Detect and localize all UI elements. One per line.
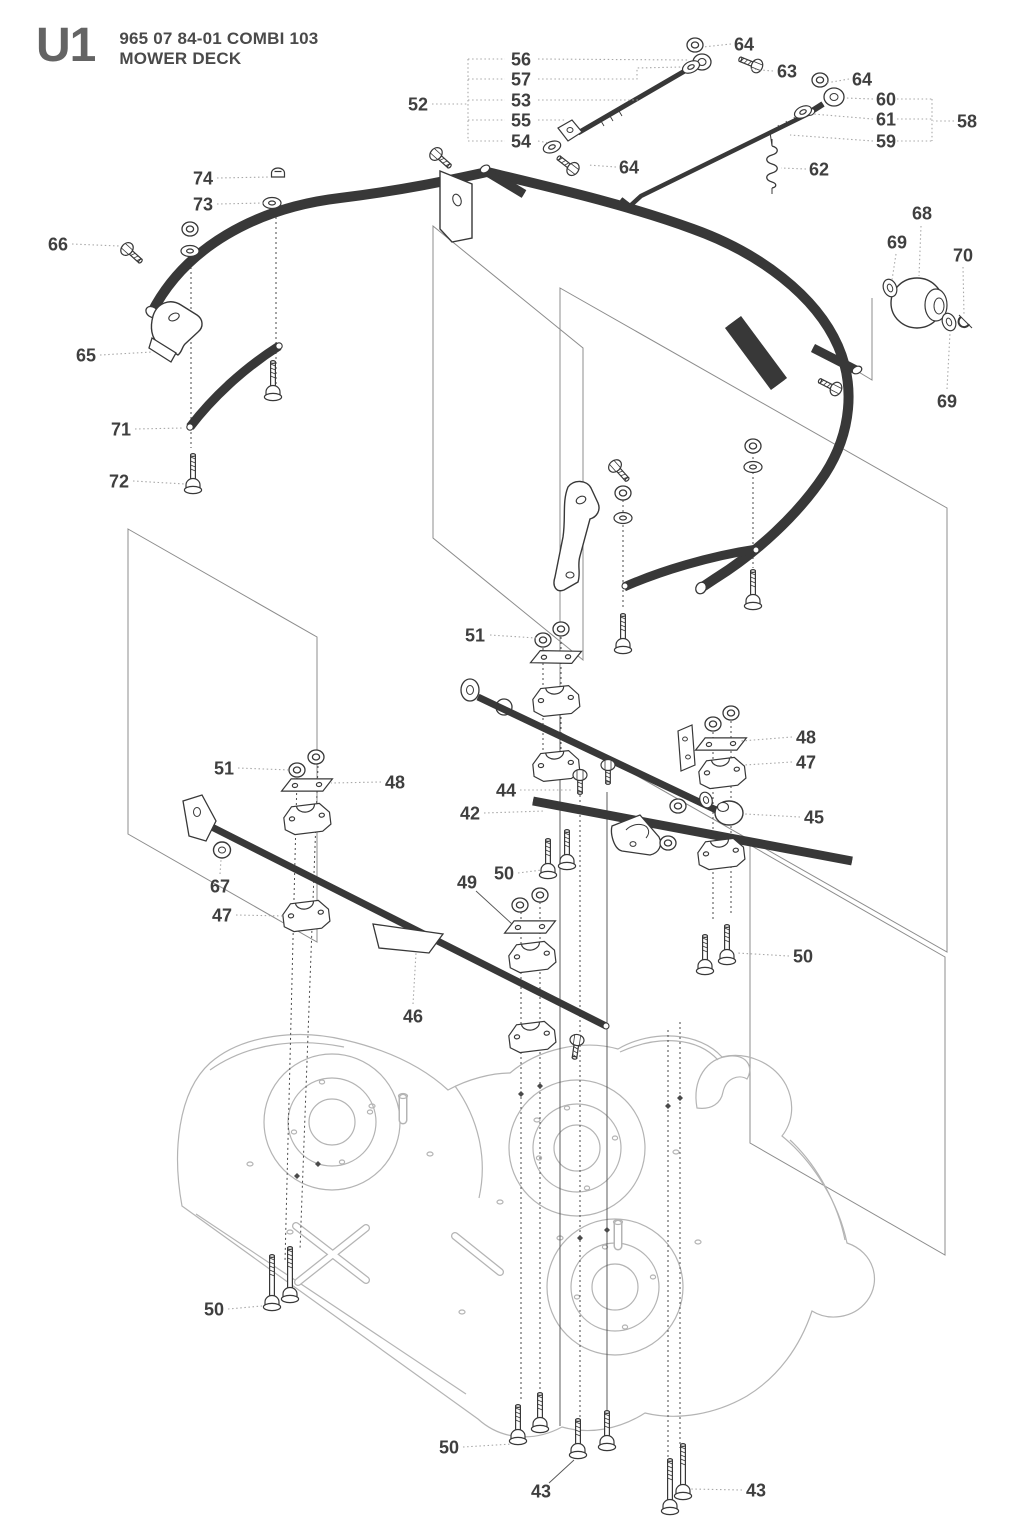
callout-49: 49 bbox=[456, 872, 478, 893]
callout-48: 48 bbox=[795, 727, 817, 748]
leader-68 bbox=[919, 226, 921, 276]
callout-54: 54 bbox=[510, 131, 532, 152]
callout-56: 56 bbox=[510, 49, 532, 70]
leader-73 bbox=[217, 203, 264, 204]
drawing-header bbox=[36, 19, 319, 72]
callout-51: 51 bbox=[464, 625, 486, 646]
leader-69 bbox=[892, 254, 896, 280]
lift-frame-tube bbox=[144, 163, 863, 595]
callout-73: 73 bbox=[192, 194, 214, 215]
leader-70 bbox=[963, 267, 964, 315]
leader-71 bbox=[135, 428, 183, 429]
leader-47 bbox=[236, 915, 284, 916]
leader-48 bbox=[741, 737, 792, 741]
callout-70: 70 bbox=[952, 245, 974, 266]
callout-50: 50 bbox=[203, 1299, 225, 1320]
leader-45 bbox=[745, 814, 800, 817]
leader-48 bbox=[331, 782, 381, 783]
callout-55: 55 bbox=[510, 110, 532, 131]
callout-64: 64 bbox=[851, 69, 873, 90]
leader-51 bbox=[490, 635, 536, 638]
leader-42 bbox=[484, 811, 545, 813]
callout-51: 51 bbox=[213, 758, 235, 779]
leader-61 bbox=[813, 114, 873, 119]
leader-64 bbox=[826, 79, 849, 83]
callout-43: 43 bbox=[745, 1480, 767, 1501]
leader-49 bbox=[476, 891, 512, 924]
leader-43 bbox=[691, 1489, 742, 1490]
callout-74: 74 bbox=[192, 168, 214, 189]
callout-44: 44 bbox=[495, 780, 517, 801]
leader-50 bbox=[518, 870, 542, 873]
leader-67 bbox=[220, 860, 221, 874]
callout-50: 50 bbox=[493, 863, 515, 884]
leader-74 bbox=[217, 177, 270, 178]
leader-46 bbox=[413, 953, 416, 1004]
callout-57: 57 bbox=[510, 69, 532, 90]
diagram-id: U1 bbox=[36, 19, 96, 72]
leader-43 bbox=[549, 1460, 574, 1483]
leader-50 bbox=[737, 953, 789, 956]
callout-61: 61 bbox=[875, 109, 897, 130]
axis-end-markers bbox=[294, 1083, 683, 1241]
callout-48: 48 bbox=[384, 772, 406, 793]
callout-71: 71 bbox=[110, 419, 132, 440]
leader-50 bbox=[228, 1306, 262, 1309]
callout-67: 67 bbox=[209, 876, 231, 897]
assembly-axes-solid bbox=[560, 690, 607, 1426]
leader-64 bbox=[588, 165, 616, 167]
leader-66 bbox=[72, 244, 119, 246]
callout-65: 65 bbox=[75, 345, 97, 366]
callout-69: 69 bbox=[886, 232, 908, 253]
leader-47 bbox=[744, 762, 792, 765]
callout-43: 43 bbox=[530, 1481, 552, 1502]
callout-53: 53 bbox=[510, 90, 532, 111]
callout-47: 47 bbox=[795, 752, 817, 773]
callout-47: 47 bbox=[211, 905, 233, 926]
callout-69: 69 bbox=[936, 391, 958, 412]
leader-51 bbox=[238, 768, 290, 770]
callout-60: 60 bbox=[875, 89, 897, 110]
title-block bbox=[119, 24, 318, 69]
callout-62: 62 bbox=[808, 159, 830, 180]
part-number: 965 07 84-01 COMBI 103 bbox=[119, 29, 319, 48]
leader-72 bbox=[133, 481, 185, 484]
leader-59 bbox=[790, 135, 873, 141]
leader-56 bbox=[538, 59, 688, 60]
callout-68: 68 bbox=[911, 203, 933, 224]
callout-72: 72 bbox=[108, 471, 130, 492]
callout-58: 58 bbox=[956, 111, 978, 132]
callout-64: 64 bbox=[618, 157, 640, 178]
linkage-rods bbox=[558, 54, 844, 206]
brackets-and-straps bbox=[149, 302, 759, 591]
drawing-title: MOWER DECK bbox=[119, 49, 242, 68]
leader-62 bbox=[781, 168, 806, 169]
callout-64: 64 bbox=[733, 34, 755, 55]
roller-group bbox=[881, 277, 972, 332]
callout-52: 52 bbox=[407, 94, 429, 115]
leader-57 bbox=[538, 67, 682, 79]
leader-50 bbox=[463, 1444, 512, 1447]
callout-66: 66 bbox=[47, 234, 69, 255]
callout-45: 45 bbox=[803, 807, 825, 828]
leader-60 bbox=[845, 98, 873, 99]
leader-54 bbox=[538, 141, 549, 143]
callout-63: 63 bbox=[776, 61, 798, 82]
callout-50: 50 bbox=[792, 946, 814, 967]
callout-59: 59 bbox=[875, 131, 897, 152]
leader-69 bbox=[947, 333, 950, 389]
callout-46: 46 bbox=[402, 1006, 424, 1027]
leader-64 bbox=[703, 44, 731, 47]
stabilizer-bars bbox=[183, 679, 852, 1060]
callout-50: 50 bbox=[438, 1437, 460, 1458]
leader-65 bbox=[100, 352, 152, 355]
callout-42: 42 bbox=[459, 803, 481, 824]
mower-deck-body bbox=[178, 1035, 875, 1437]
